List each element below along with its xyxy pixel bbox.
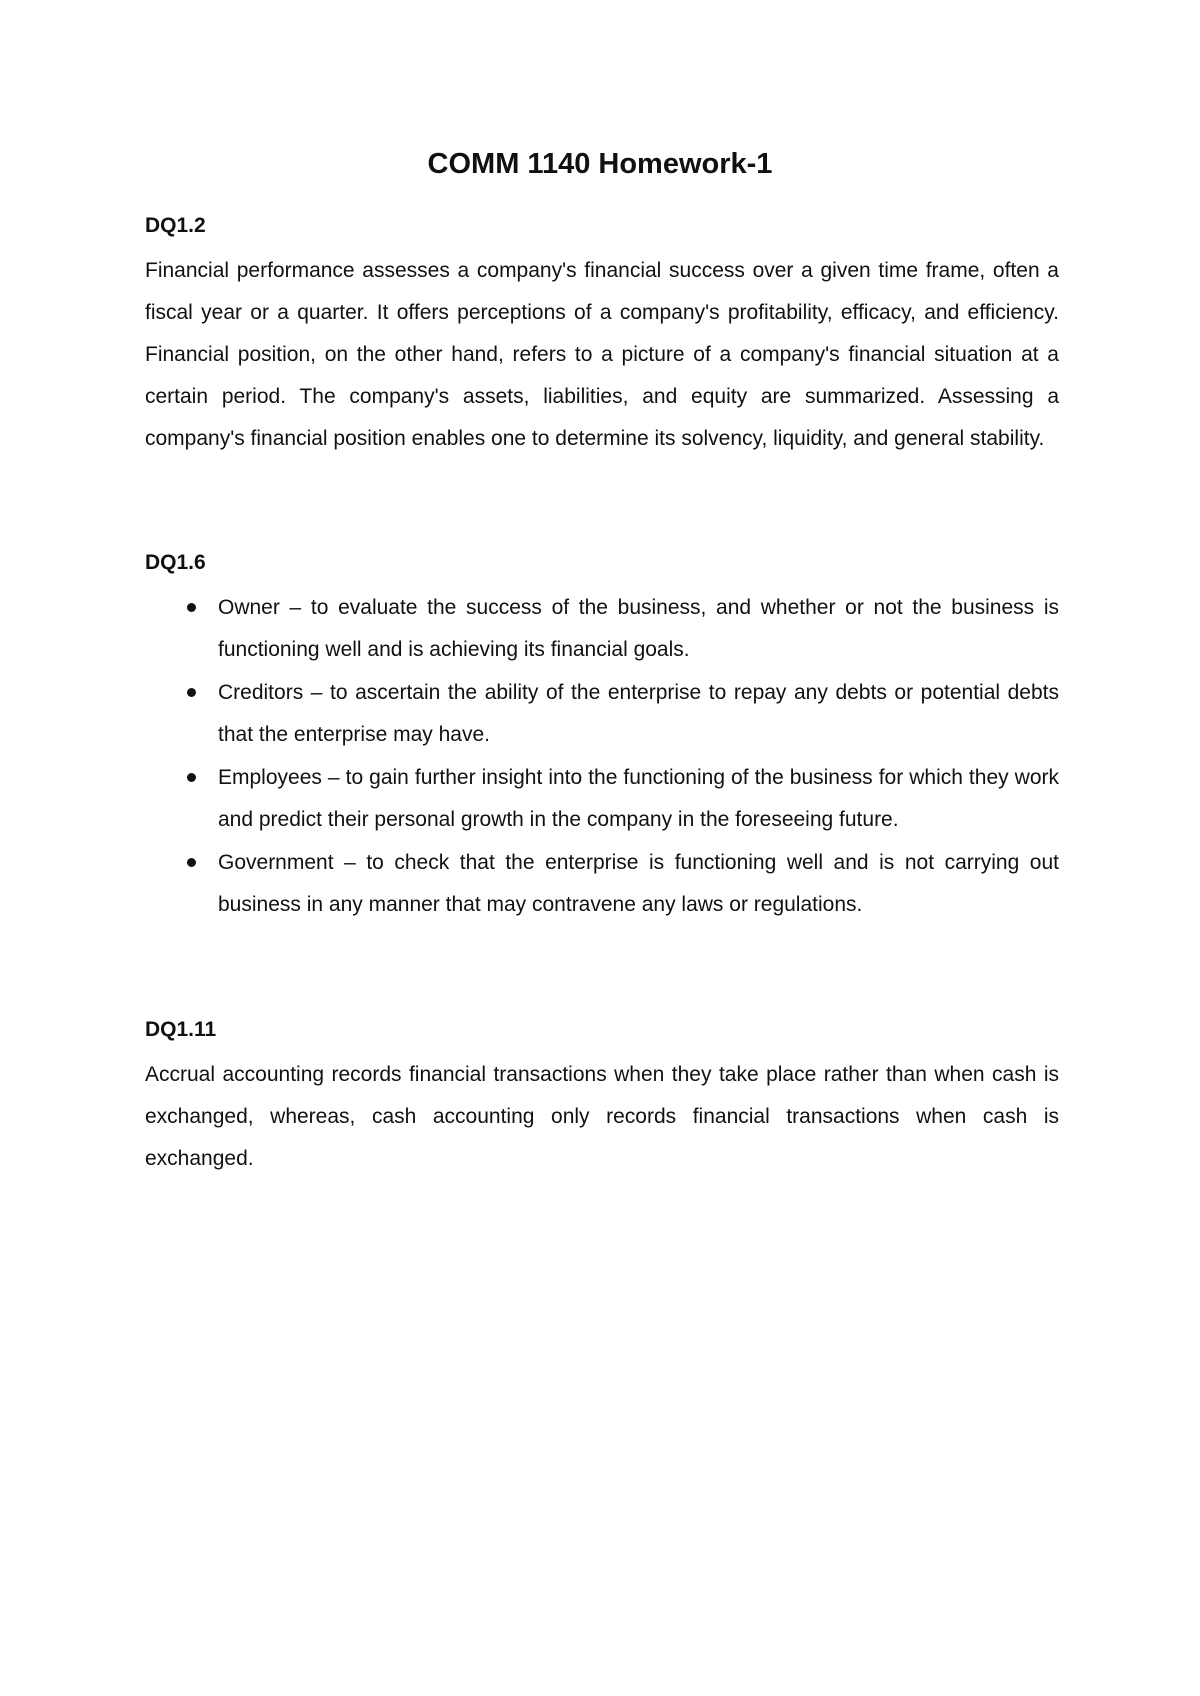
list-item [145,587,1059,671]
document-title: COMM 1140 Homework-1 [427,148,773,180]
bullet-icon [187,773,196,782]
section-heading: DQ1.2 [145,214,206,237]
section-dq1-11 [145,1016,1059,1180]
bullet-icon [187,603,196,612]
section-heading: DQ1.6 [145,551,206,574]
list-item-text: Government – to check that the enterprise is functioning well and is not carrying out business in any manner that may contravene any laws or regulations. [218,851,1059,916]
list-item [145,672,1059,756]
list-item-text: Owner – to evaluate the success of the business, and whether or not the business is functioning well and is achieving its financial goals. [218,596,1059,661]
list-item-text: Creditors – to ascertain the ability of the enterprise to repay any debts or potential debts that the enterprise may have. [218,681,1059,746]
bullet-list [145,587,1059,926]
list-item-text: Employees – to gain further insight into the functioning of the business for which they work and predict their personal growth in the company in the foreseeing future. [218,766,1059,831]
list-item [145,842,1059,926]
section-paragraph: Financial performance assesses a company's financial success over a given time frame, often a fiscal year or a quarter. It offers perceptions of a company's profitability, efficacy, and efficiency. Financial position, on the other hand, refers to a picture of a company's financial situation at a certain period. The company's assets, liabilities, and equity are summarized. Assessing a company's financial position enables one to determine its solvency, liquidity, and general stability. [145,259,1059,450]
bullet-icon [187,858,196,867]
section-heading: DQ1.11 [145,1018,217,1041]
section-dq1-6 [145,549,1059,927]
section-paragraph: Accrual accounting records financial transactions when they take place rather than when cash is exchanged, whereas, cash accounting only records financial transactions when cash is exchanged. [145,1063,1059,1170]
bullet-icon [187,688,196,697]
list-item [145,757,1059,841]
section-dq1-2 [145,212,1059,460]
